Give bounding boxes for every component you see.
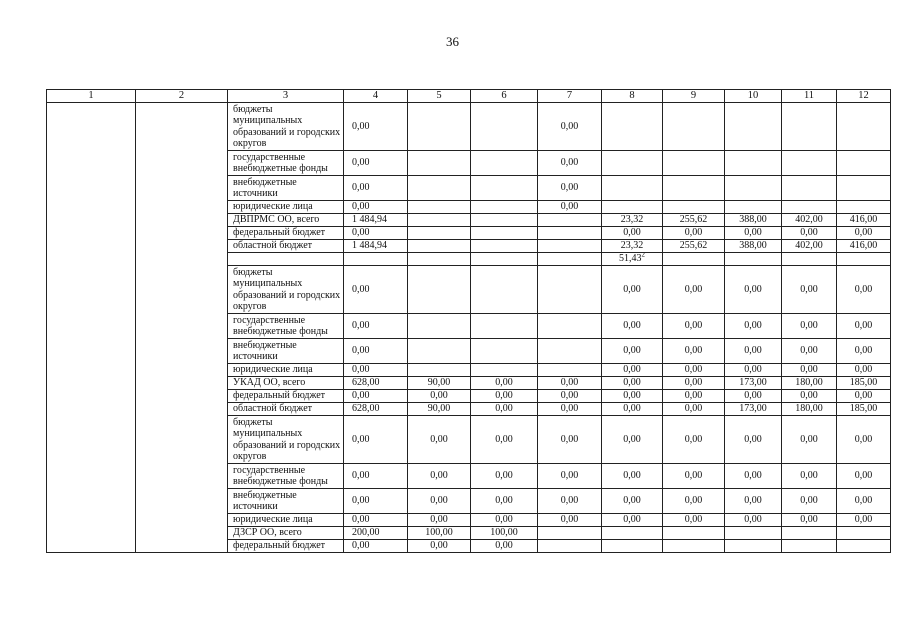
- cell-col-12: 0,00: [837, 390, 891, 403]
- cell-col-9: 0,00: [663, 266, 725, 314]
- row-label: [228, 253, 344, 266]
- cell-col-5: [408, 339, 471, 364]
- cell-col-6: 0,00: [471, 489, 538, 514]
- cell-col-5: 90,00: [408, 403, 471, 416]
- cell-col-6: 0,00: [471, 464, 538, 489]
- cell-col-4: 0,00: [344, 464, 408, 489]
- cell-col-5: [408, 214, 471, 227]
- cell-col-4: 628,00: [344, 403, 408, 416]
- cell-col-7: [538, 227, 602, 240]
- cell-col-6: [471, 201, 538, 214]
- col1-blank: [47, 103, 136, 553]
- row-label: УКАД ОО, всего: [228, 377, 344, 390]
- row-label: внебюджетные источники: [228, 339, 344, 364]
- row-label: бюджеты муниципальных образований и городских округов: [228, 103, 344, 151]
- cell-col-5: 0,00: [408, 540, 471, 553]
- column-header-11: 11: [782, 90, 837, 103]
- cell-col-12: 0,00: [837, 339, 891, 364]
- cell-col-7: [538, 540, 602, 553]
- row-label: бюджеты муниципальных образований и городских округов: [228, 266, 344, 314]
- cell-col-11: 0,00: [782, 514, 837, 527]
- cell-col-11: 402,00: [782, 240, 837, 253]
- cell-col-9: 255,62: [663, 214, 725, 227]
- cell-col-9: 0,00: [663, 227, 725, 240]
- cell-col-8: 0,00: [602, 266, 663, 314]
- cell-col-5: [408, 266, 471, 314]
- cell-col-12: 185,00: [837, 403, 891, 416]
- column-header-4: 4: [344, 90, 408, 103]
- column-header-8: 8: [602, 90, 663, 103]
- cell-col-10: [725, 103, 782, 151]
- cell-col-7: [538, 364, 602, 377]
- cell-col-6: [471, 253, 538, 266]
- column-header-7: 7: [538, 90, 602, 103]
- cell-col-7: [538, 527, 602, 540]
- cell-col-11: [782, 201, 837, 214]
- cell-col-11: [782, 540, 837, 553]
- cell-col-7: 0,00: [538, 377, 602, 390]
- cell-col-8: 0,00: [602, 416, 663, 464]
- cell-col-6: [471, 314, 538, 339]
- cell-col-12: 416,00: [837, 240, 891, 253]
- cell-col-11: 0,00: [782, 364, 837, 377]
- cell-col-9: [663, 540, 725, 553]
- cell-col-5: [408, 314, 471, 339]
- cell-col-8: [602, 176, 663, 201]
- cell-col-5: [408, 176, 471, 201]
- cell-col-8: 0,00: [602, 390, 663, 403]
- column-header-row: [47, 90, 891, 103]
- cell-col-6: 0,00: [471, 403, 538, 416]
- cell-col-10: 173,00: [725, 377, 782, 390]
- cell-col-7: 0,00: [538, 403, 602, 416]
- cell-col-12: 0,00: [837, 227, 891, 240]
- cell-col-12: [837, 253, 891, 266]
- cell-col-4: 1 484,94: [344, 214, 408, 227]
- cell-col-4: 200,00: [344, 527, 408, 540]
- row-label: внебюджетные источники: [228, 176, 344, 201]
- budget-table: [46, 89, 891, 553]
- cell-col-9: 0,00: [663, 314, 725, 339]
- cell-col-10: [725, 253, 782, 266]
- cell-col-5: 0,00: [408, 489, 471, 514]
- cell-col-12: 416,00: [837, 214, 891, 227]
- cell-col-6: [471, 266, 538, 314]
- cell-col-8: [602, 201, 663, 214]
- cell-col-6: 0,00: [471, 416, 538, 464]
- cell-col-5: 0,00: [408, 464, 471, 489]
- row-label: государственные внебюджетные фонды: [228, 464, 344, 489]
- cell-col-7: [538, 214, 602, 227]
- cell-col-7: 0,00: [538, 464, 602, 489]
- cell-col-9: [663, 253, 725, 266]
- row-label: юридические лица: [228, 514, 344, 527]
- cell-col-9: 0,00: [663, 514, 725, 527]
- cell-col-6: [471, 214, 538, 227]
- cell-col-11: 0,00: [782, 489, 837, 514]
- cell-col-11: [782, 151, 837, 176]
- cell-col-7: 0,00: [538, 416, 602, 464]
- cell-col-6: [471, 103, 538, 151]
- cell-col-11: 0,00: [782, 339, 837, 364]
- cell-col-8: 23,32: [602, 240, 663, 253]
- cell-col-8: 0,00: [602, 514, 663, 527]
- cell-col-10: [725, 527, 782, 540]
- cell-col-10: 388,00: [725, 240, 782, 253]
- cell-col-7: 0,00: [538, 390, 602, 403]
- cell-col-7: 0,00: [538, 201, 602, 214]
- cell-col-12: 0,00: [837, 514, 891, 527]
- row-label: федеральный бюджет: [228, 540, 344, 553]
- column-header-5: 5: [408, 90, 471, 103]
- cell-col-5: 0,00: [408, 390, 471, 403]
- cell-col-5: [408, 240, 471, 253]
- cell-col-6: [471, 227, 538, 240]
- cell-col-10: [725, 151, 782, 176]
- cell-col-5: 100,00: [408, 527, 471, 540]
- cell-col-11: [782, 176, 837, 201]
- cell-col-9: 255,62: [663, 240, 725, 253]
- cell-col-10: 0,00: [725, 339, 782, 364]
- cell-col-6: [471, 176, 538, 201]
- cell-col-7: [538, 339, 602, 364]
- cell-col-7: 0,00: [538, 151, 602, 176]
- cell-col-11: [782, 527, 837, 540]
- row-label: внебюджетные источники: [228, 489, 344, 514]
- cell-col-11: 0,00: [782, 227, 837, 240]
- cell-col-12: 0,00: [837, 489, 891, 514]
- cell-col-12: 185,00: [837, 377, 891, 390]
- cell-col-12: 0,00: [837, 416, 891, 464]
- cell-col-4: 0,00: [344, 201, 408, 214]
- cell-col-8: [602, 103, 663, 151]
- column-header-6: 6: [471, 90, 538, 103]
- cell-col-4: 0,00: [344, 339, 408, 364]
- cell-col-12: 0,00: [837, 364, 891, 377]
- cell-col-9: 0,00: [663, 416, 725, 464]
- cell-col-6: 100,00: [471, 527, 538, 540]
- cell-col-9: [663, 527, 725, 540]
- table-body: [47, 103, 891, 553]
- cell-col-11: 180,00: [782, 377, 837, 390]
- cell-col-10: 0,00: [725, 514, 782, 527]
- column-header-3: 3: [228, 90, 344, 103]
- cell-col-5: [408, 227, 471, 240]
- cell-col-4: 0,00: [344, 266, 408, 314]
- cell-col-11: [782, 253, 837, 266]
- cell-col-5: 90,00: [408, 377, 471, 390]
- cell-col-7: 0,00: [538, 103, 602, 151]
- cell-col-8: [602, 151, 663, 176]
- cell-col-9: 0,00: [663, 403, 725, 416]
- row-label: федеральный бюджет: [228, 390, 344, 403]
- cell-col-6: 0,00: [471, 377, 538, 390]
- cell-col-6: [471, 240, 538, 253]
- cell-col-9: [663, 201, 725, 214]
- cell-col-12: [837, 527, 891, 540]
- cell-col-4: 1 484,94: [344, 240, 408, 253]
- cell-col-11: 0,00: [782, 464, 837, 489]
- cell-col-10: [725, 540, 782, 553]
- cell-col-9: 0,00: [663, 377, 725, 390]
- cell-col-4: 628,00: [344, 377, 408, 390]
- cell-col-6: 0,00: [471, 540, 538, 553]
- cell-col-8: 0,00: [602, 403, 663, 416]
- cell-col-5: [408, 201, 471, 214]
- cell-col-6: [471, 151, 538, 176]
- row-label: государственные внебюджетные фонды: [228, 151, 344, 176]
- cell-col-8: 0,00: [602, 364, 663, 377]
- cell-col-5: 0,00: [408, 416, 471, 464]
- cell-col-12: [837, 176, 891, 201]
- column-header-1: 1: [47, 90, 136, 103]
- row-label: юридические лица: [228, 364, 344, 377]
- cell-col-4: 0,00: [344, 314, 408, 339]
- row-label: юридические лица: [228, 201, 344, 214]
- cell-col-9: [663, 151, 725, 176]
- cell-col-10: [725, 201, 782, 214]
- col2-blank: [136, 103, 228, 553]
- page-number: 36: [446, 34, 459, 49]
- cell-col-8: 0,00: [602, 339, 663, 364]
- cell-col-8: 23,32: [602, 214, 663, 227]
- cell-col-6: [471, 364, 538, 377]
- cell-col-12: 0,00: [837, 464, 891, 489]
- cell-col-9: [663, 176, 725, 201]
- cell-value: 51,43: [619, 253, 642, 265]
- cell-col-12: 0,00: [837, 266, 891, 314]
- cell-col-11: 180,00: [782, 403, 837, 416]
- cell-col-11: 0,00: [782, 416, 837, 464]
- cell-col-10: 0,00: [725, 364, 782, 377]
- cell-col-8: [602, 527, 663, 540]
- cell-col-4: 0,00: [344, 227, 408, 240]
- cell-col-7: 0,00: [538, 514, 602, 527]
- cell-col-7: 0,00: [538, 176, 602, 201]
- footnote-marker: 2: [641, 252, 645, 259]
- cell-col-10: 0,00: [725, 390, 782, 403]
- cell-col-4: 0,00: [344, 416, 408, 464]
- cell-col-10: 0,00: [725, 489, 782, 514]
- cell-col-11: [782, 103, 837, 151]
- cell-col-6: [471, 339, 538, 364]
- cell-col-4: 0,00: [344, 390, 408, 403]
- cell-col-4: 0,00: [344, 151, 408, 176]
- column-header-9: 9: [663, 90, 725, 103]
- row-label: ДВПРМС ОО, всего: [228, 214, 344, 227]
- cell-col-7: [538, 253, 602, 266]
- cell-col-6: 0,00: [471, 514, 538, 527]
- cell-col-10: 0,00: [725, 266, 782, 314]
- cell-col-8: 0,00: [602, 489, 663, 514]
- cell-col-5: [408, 364, 471, 377]
- cell-col-12: [837, 103, 891, 151]
- cell-col-5: 0,00: [408, 514, 471, 527]
- cell-col-8: 0,00: [602, 464, 663, 489]
- row-label: областной бюджет: [228, 403, 344, 416]
- table-row: [47, 103, 891, 151]
- cell-col-8: [602, 540, 663, 553]
- cell-col-11: 0,00: [782, 390, 837, 403]
- cell-col-4: 0,00: [344, 364, 408, 377]
- cell-col-9: 0,00: [663, 390, 725, 403]
- cell-col-9: 0,00: [663, 464, 725, 489]
- cell-col-10: 388,00: [725, 214, 782, 227]
- cell-col-12: [837, 201, 891, 214]
- row-label: федеральный бюджет: [228, 227, 344, 240]
- cell-col-4: [344, 253, 408, 266]
- column-header-12: 12: [837, 90, 891, 103]
- row-label: ДЗСР ОО, всего: [228, 527, 344, 540]
- cell-col-7: [538, 240, 602, 253]
- cell-col-7: [538, 314, 602, 339]
- cell-col-11: 0,00: [782, 314, 837, 339]
- cell-col-8: 0,00: [602, 377, 663, 390]
- cell-col-11: 402,00: [782, 214, 837, 227]
- column-header-2: 2: [136, 90, 228, 103]
- cell-col-4: 0,00: [344, 540, 408, 553]
- cell-col-5: [408, 103, 471, 151]
- cell-col-9: 0,00: [663, 364, 725, 377]
- cell-col-7: [538, 266, 602, 314]
- cell-col-4: 0,00: [344, 103, 408, 151]
- cell-col-10: 0,00: [725, 227, 782, 240]
- cell-col-9: [663, 103, 725, 151]
- row-label: областной бюджет: [228, 240, 344, 253]
- cell-col-8: [602, 253, 663, 266]
- cell-col-4: 0,00: [344, 514, 408, 527]
- row-label: бюджеты муниципальных образований и городских округов: [228, 416, 344, 464]
- cell-col-7: 0,00: [538, 489, 602, 514]
- cell-col-4: 0,00: [344, 176, 408, 201]
- cell-col-8: 0,00: [602, 227, 663, 240]
- cell-col-8: 0,00: [602, 314, 663, 339]
- cell-col-12: [837, 540, 891, 553]
- cell-col-10: 173,00: [725, 403, 782, 416]
- cell-col-10: [725, 176, 782, 201]
- cell-col-10: 0,00: [725, 416, 782, 464]
- cell-col-4: 0,00: [344, 489, 408, 514]
- cell-col-10: 0,00: [725, 314, 782, 339]
- cell-col-12: [837, 151, 891, 176]
- cell-col-10: 0,00: [725, 464, 782, 489]
- cell-col-5: [408, 151, 471, 176]
- cell-col-9: 0,00: [663, 489, 725, 514]
- cell-col-12: 0,00: [837, 314, 891, 339]
- row-label: государственные внебюджетные фонды: [228, 314, 344, 339]
- column-header-10: 10: [725, 90, 782, 103]
- cell-col-6: 0,00: [471, 390, 538, 403]
- cell-col-9: 0,00: [663, 339, 725, 364]
- cell-col-11: 0,00: [782, 266, 837, 314]
- cell-col-5: [408, 253, 471, 266]
